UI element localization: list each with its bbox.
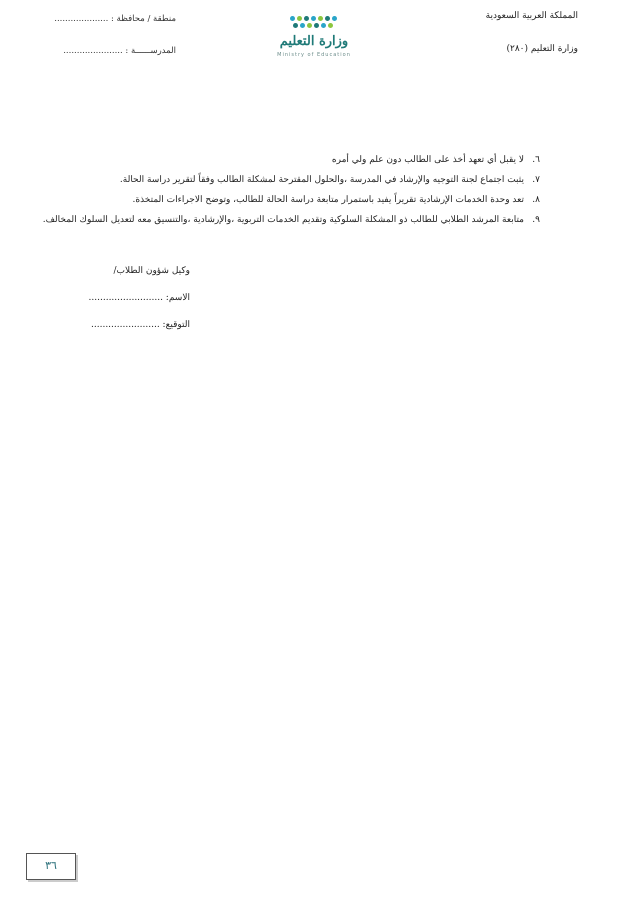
page-number: ٣٦ <box>45 859 57 872</box>
list-item-text: لا يقبل أي تعهد أخذ على الطالب دون علم ولي أمره <box>331 155 524 165</box>
list-item-number: ٧. <box>532 175 540 185</box>
signature-name-field: الاسم: .......................... <box>88 293 190 303</box>
list-item-text: متابعة المرشد الطلابي للطالب ذو المشكلة السلوكية وتقديم الخدمات التربوية ،والإرشادية ،والتنسيق معه لتعديل السلوك المخالف. <box>42 215 524 225</box>
list-item <box>100 150 540 170</box>
header-right <box>428 12 578 54</box>
list-item-text: تعد وحدة الخدمات الإرشادية تقريراً يفيد باستمرار متابعة دراسة الحالة للطالب، وتوضح الاجراءات المتخذة. <box>132 195 524 205</box>
list-item <box>100 170 540 190</box>
list-item-number: ٦. <box>532 155 540 165</box>
ministry-logo <box>272 16 356 66</box>
procedure-list <box>42 150 540 230</box>
signature-title: وكيل شؤون الطلاب/ <box>113 266 190 276</box>
region-field: منطقة / محافظة : .................... <box>54 14 176 24</box>
country-name: المملكة العربية السعودية <box>485 11 578 21</box>
list-item <box>42 210 540 230</box>
school-field: المدرســــــة : ...................... <box>63 46 176 56</box>
header-left <box>36 14 176 56</box>
logo-subtext: Ministry of Education <box>277 52 351 58</box>
list-item-number: ٨. <box>532 195 540 205</box>
ministry-line: وزارة التعليم (٢٨٠) <box>506 44 578 54</box>
list-item-text: يثبت اجتماع لجنة التوجيه والإرشاد في المدرسة ،والحلول المقترحة لمشكلة الطالب وفقاً لتقرير دراسة الحالة. <box>119 175 524 185</box>
signature-sign-field: التوقيع: ........................ <box>91 320 190 330</box>
logo-text: وزارة التعليم <box>279 34 349 49</box>
logo-dots-icon <box>290 16 338 30</box>
list-item-number: ٩. <box>532 215 540 225</box>
page-number-box <box>26 853 76 880</box>
list-item <box>100 190 540 210</box>
